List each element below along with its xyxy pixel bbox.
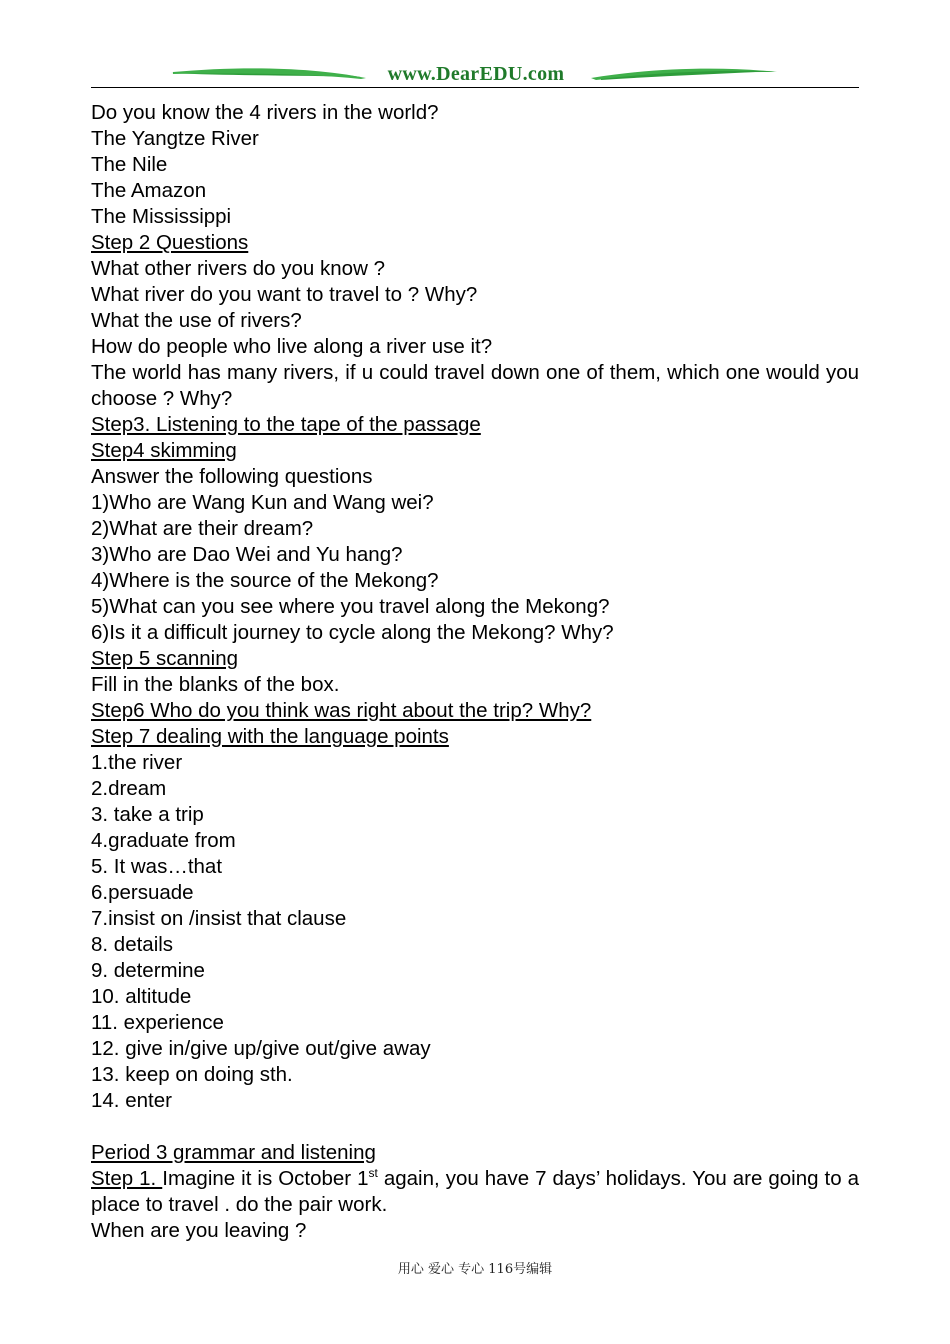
- step1-text-after: again, you have 7 days’ holidays. You are going to a place to travel . do the pair work.: [91, 1167, 859, 1216]
- language-point: 12. give in/give up/give out/give away: [91, 1037, 431, 1060]
- text-line: The Amazon: [91, 179, 207, 202]
- step1-paragraph: [91, 1166, 859, 1218]
- language-point: 5. It was…that: [91, 855, 223, 878]
- text-line: The Yangtze River: [91, 127, 259, 150]
- language-point: 1.the river: [91, 751, 183, 774]
- language-point: 2.dream: [91, 777, 167, 800]
- language-point: 3. take a trip: [91, 803, 204, 826]
- text-paragraph: The world has many rivers, if u could travel down one of them, which one would you choose ? Why?: [91, 361, 859, 410]
- text-line: Fill in the blanks of the box.: [91, 673, 340, 696]
- text-line: Answer the following questions: [91, 465, 373, 488]
- step-heading: Step 7 dealing with the language points: [91, 725, 449, 748]
- step-heading: Step4 skimming: [91, 439, 237, 462]
- language-point: 13. keep on doing sth.: [91, 1063, 293, 1086]
- language-point: 11. experience: [91, 1011, 224, 1034]
- text-line: When are you leaving ?: [91, 1219, 307, 1242]
- text-line: What the use of rivers?: [91, 309, 302, 332]
- text-line: Do you know the 4 rivers in the world?: [91, 101, 439, 124]
- text-line: The Nile: [91, 153, 168, 176]
- page-header: [91, 62, 859, 90]
- question-item: 5)What can you see where you travel along the Mekong?: [91, 595, 610, 618]
- text-line: How do people who live along a river use it?: [91, 335, 493, 358]
- step1-label: Step 1.: [91, 1167, 163, 1190]
- step-heading: Step 2 Questions: [91, 231, 249, 254]
- logo-text: www.DearEDU.com: [387, 63, 565, 85]
- document-body: [91, 100, 859, 1244]
- question-item: 3)Who are Dao Wei and Yu hang?: [91, 543, 403, 566]
- language-point: 8. details: [91, 933, 174, 956]
- text-line: What river do you want to travel to ? Why?: [91, 283, 478, 306]
- step1-superscript: st: [368, 1166, 378, 1181]
- page-footer: 用心 爱心 专心 116号编辑: [397, 1262, 553, 1277]
- language-point: 6.persuade: [91, 881, 194, 904]
- language-point: 7.insist on /insist that clause: [91, 907, 347, 930]
- language-point: 9. determine: [91, 959, 205, 982]
- question-item: 1)Who are Wang Kun and Wang wei?: [91, 491, 434, 514]
- step-heading: Step 5 scanning: [91, 647, 239, 670]
- question-item: 4)Where is the source of the Mekong?: [91, 569, 439, 592]
- text-line: What other rivers do you know ?: [91, 257, 385, 280]
- language-point: 10. altitude: [91, 985, 192, 1008]
- period-heading: Period 3 grammar and listening: [91, 1141, 376, 1164]
- language-point: 4.graduate from: [91, 829, 236, 852]
- blank-line: [91, 1114, 859, 1140]
- step1-text-before: Imagine it is October 1: [162, 1167, 369, 1190]
- question-item: 6)Is it a difficult journey to cycle along the Mekong? Why?: [91, 621, 614, 644]
- step-heading: Step6 Who do you think was right about the trip? Why?: [91, 699, 592, 722]
- language-point: 14. enter: [91, 1089, 172, 1112]
- header-divider: [91, 87, 859, 88]
- question-item: 2)What are their dream?: [91, 517, 314, 540]
- step-heading: Step3. Listening to the tape of the passage: [91, 413, 481, 436]
- text-line: The Mississippi: [91, 205, 232, 228]
